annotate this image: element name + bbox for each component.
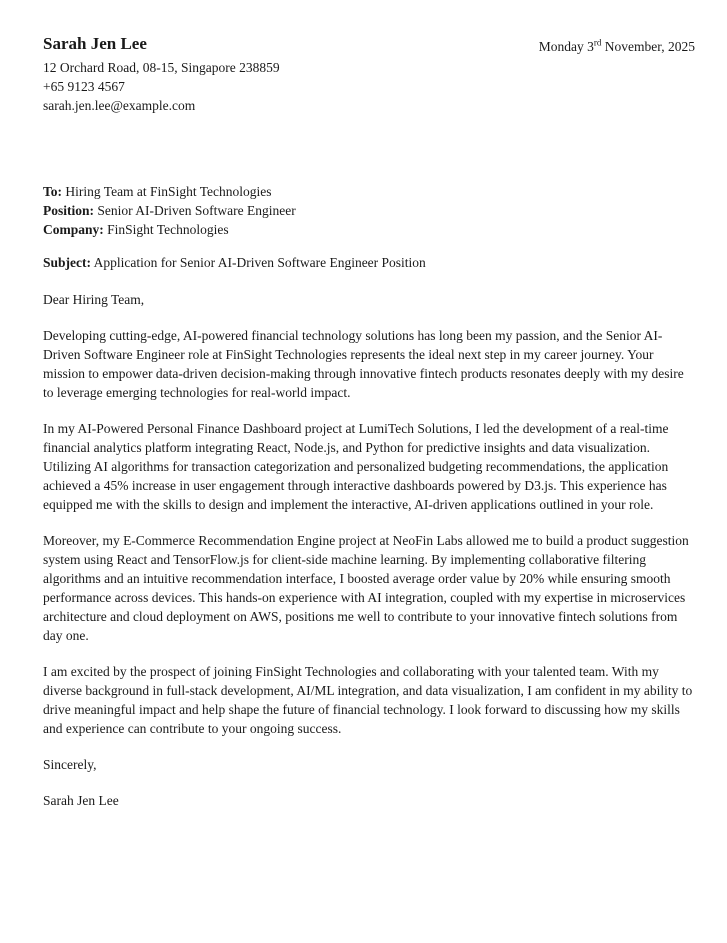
to-value: Hiring Team at FinSight Technologies <box>62 184 272 199</box>
recipient-to-line <box>43 182 695 201</box>
subject-line <box>43 253 695 272</box>
to-label: To: <box>43 184 63 199</box>
body-paragraph-4: I am excited by the prospect of joining FinSight Technologies and collaborating with your talented team. With my diverse background in full-stack development, AI/ML integration, and data visualization, I am confident in my ability to drive meaningful impact and help shape the future of financial technology. I look forward to discussing how my skills and experience can contribute to your ongoing success. <box>43 664 693 736</box>
recipient-position-line <box>43 201 695 220</box>
sender-name: Sarah Jen Lee <box>43 34 147 53</box>
company-label: Company: <box>43 222 104 237</box>
letter-date <box>539 37 695 56</box>
date-prefix: Monday 3 <box>538 39 594 54</box>
subject-value: Application for Senior AI-Driven Software Engineer Position <box>91 255 426 270</box>
body-paragraph-3: Moreover, my E-Commerce Recommendation Engine project at NeoFin Labs allowed me to build a product suggestion system using React and TensorFlow.js for client-side machine learning. By implementing collaborative filtering algorithms and an intuitive recommendation interface, I boosted average order value by 20% while ensuring smooth performance across devices. This hands-on experience with AI integration, coupled with my expertise in microservices architecture and cloud deployment on AWS, positions me well to contribute to your innovative fintech solutions from day one. <box>43 533 689 643</box>
position-label: Position: <box>43 203 95 218</box>
salutation: Dear Hiring Team, <box>43 292 145 307</box>
signature-name: Sarah Jen Lee <box>43 793 119 808</box>
date-ordinal: rd <box>593 37 602 48</box>
letter-header <box>43 33 695 115</box>
body-paragraph-2: In my AI-Powered Personal Finance Dashboard project at LumiTech Solutions, I led the development of a real-time financial analytics platform integrating React, Node.js, and Python for predictive insights and data visualization. Utilizing AI algorithms for transaction categorization and personalized budgeting recommendations, the application achieved a 45% increase in user engagement through interactive dashboards powered by D3.js. This experience has equipped me with the skills to design and implement the interactive, AI-driven applications outlined in your role. <box>43 421 669 512</box>
sender-address: 12 Orchard Road, 08-15, Singapore 238859 <box>43 60 280 75</box>
recipient-block <box>43 182 695 239</box>
date-block <box>539 33 695 56</box>
company-value: FinSight Technologies <box>103 222 229 237</box>
recipient-company-line <box>43 220 695 239</box>
sender-info <box>43 33 280 115</box>
sender-email: sarah.jen.lee@example.com <box>43 98 196 113</box>
sender-phone: +65 9123 4567 <box>43 79 125 94</box>
signoff: Sincerely, <box>43 757 97 772</box>
body-paragraph-1: Developing cutting-edge, AI-powered financial technology solutions has long been my passion, and the Senior AI-Driven Software Engineer role at FinSight Technologies represents the ideal next step in my career journey. Your mission to empower data-driven decision-making through innovative fintech products resonates deeply with my desire to leverage emerging technologies for real-world impact. <box>43 328 684 400</box>
date-suffix: November, 2025 <box>601 39 695 54</box>
subject-label: Subject: <box>43 255 91 270</box>
position-value: Senior AI-Driven Software Engineer <box>94 203 296 218</box>
